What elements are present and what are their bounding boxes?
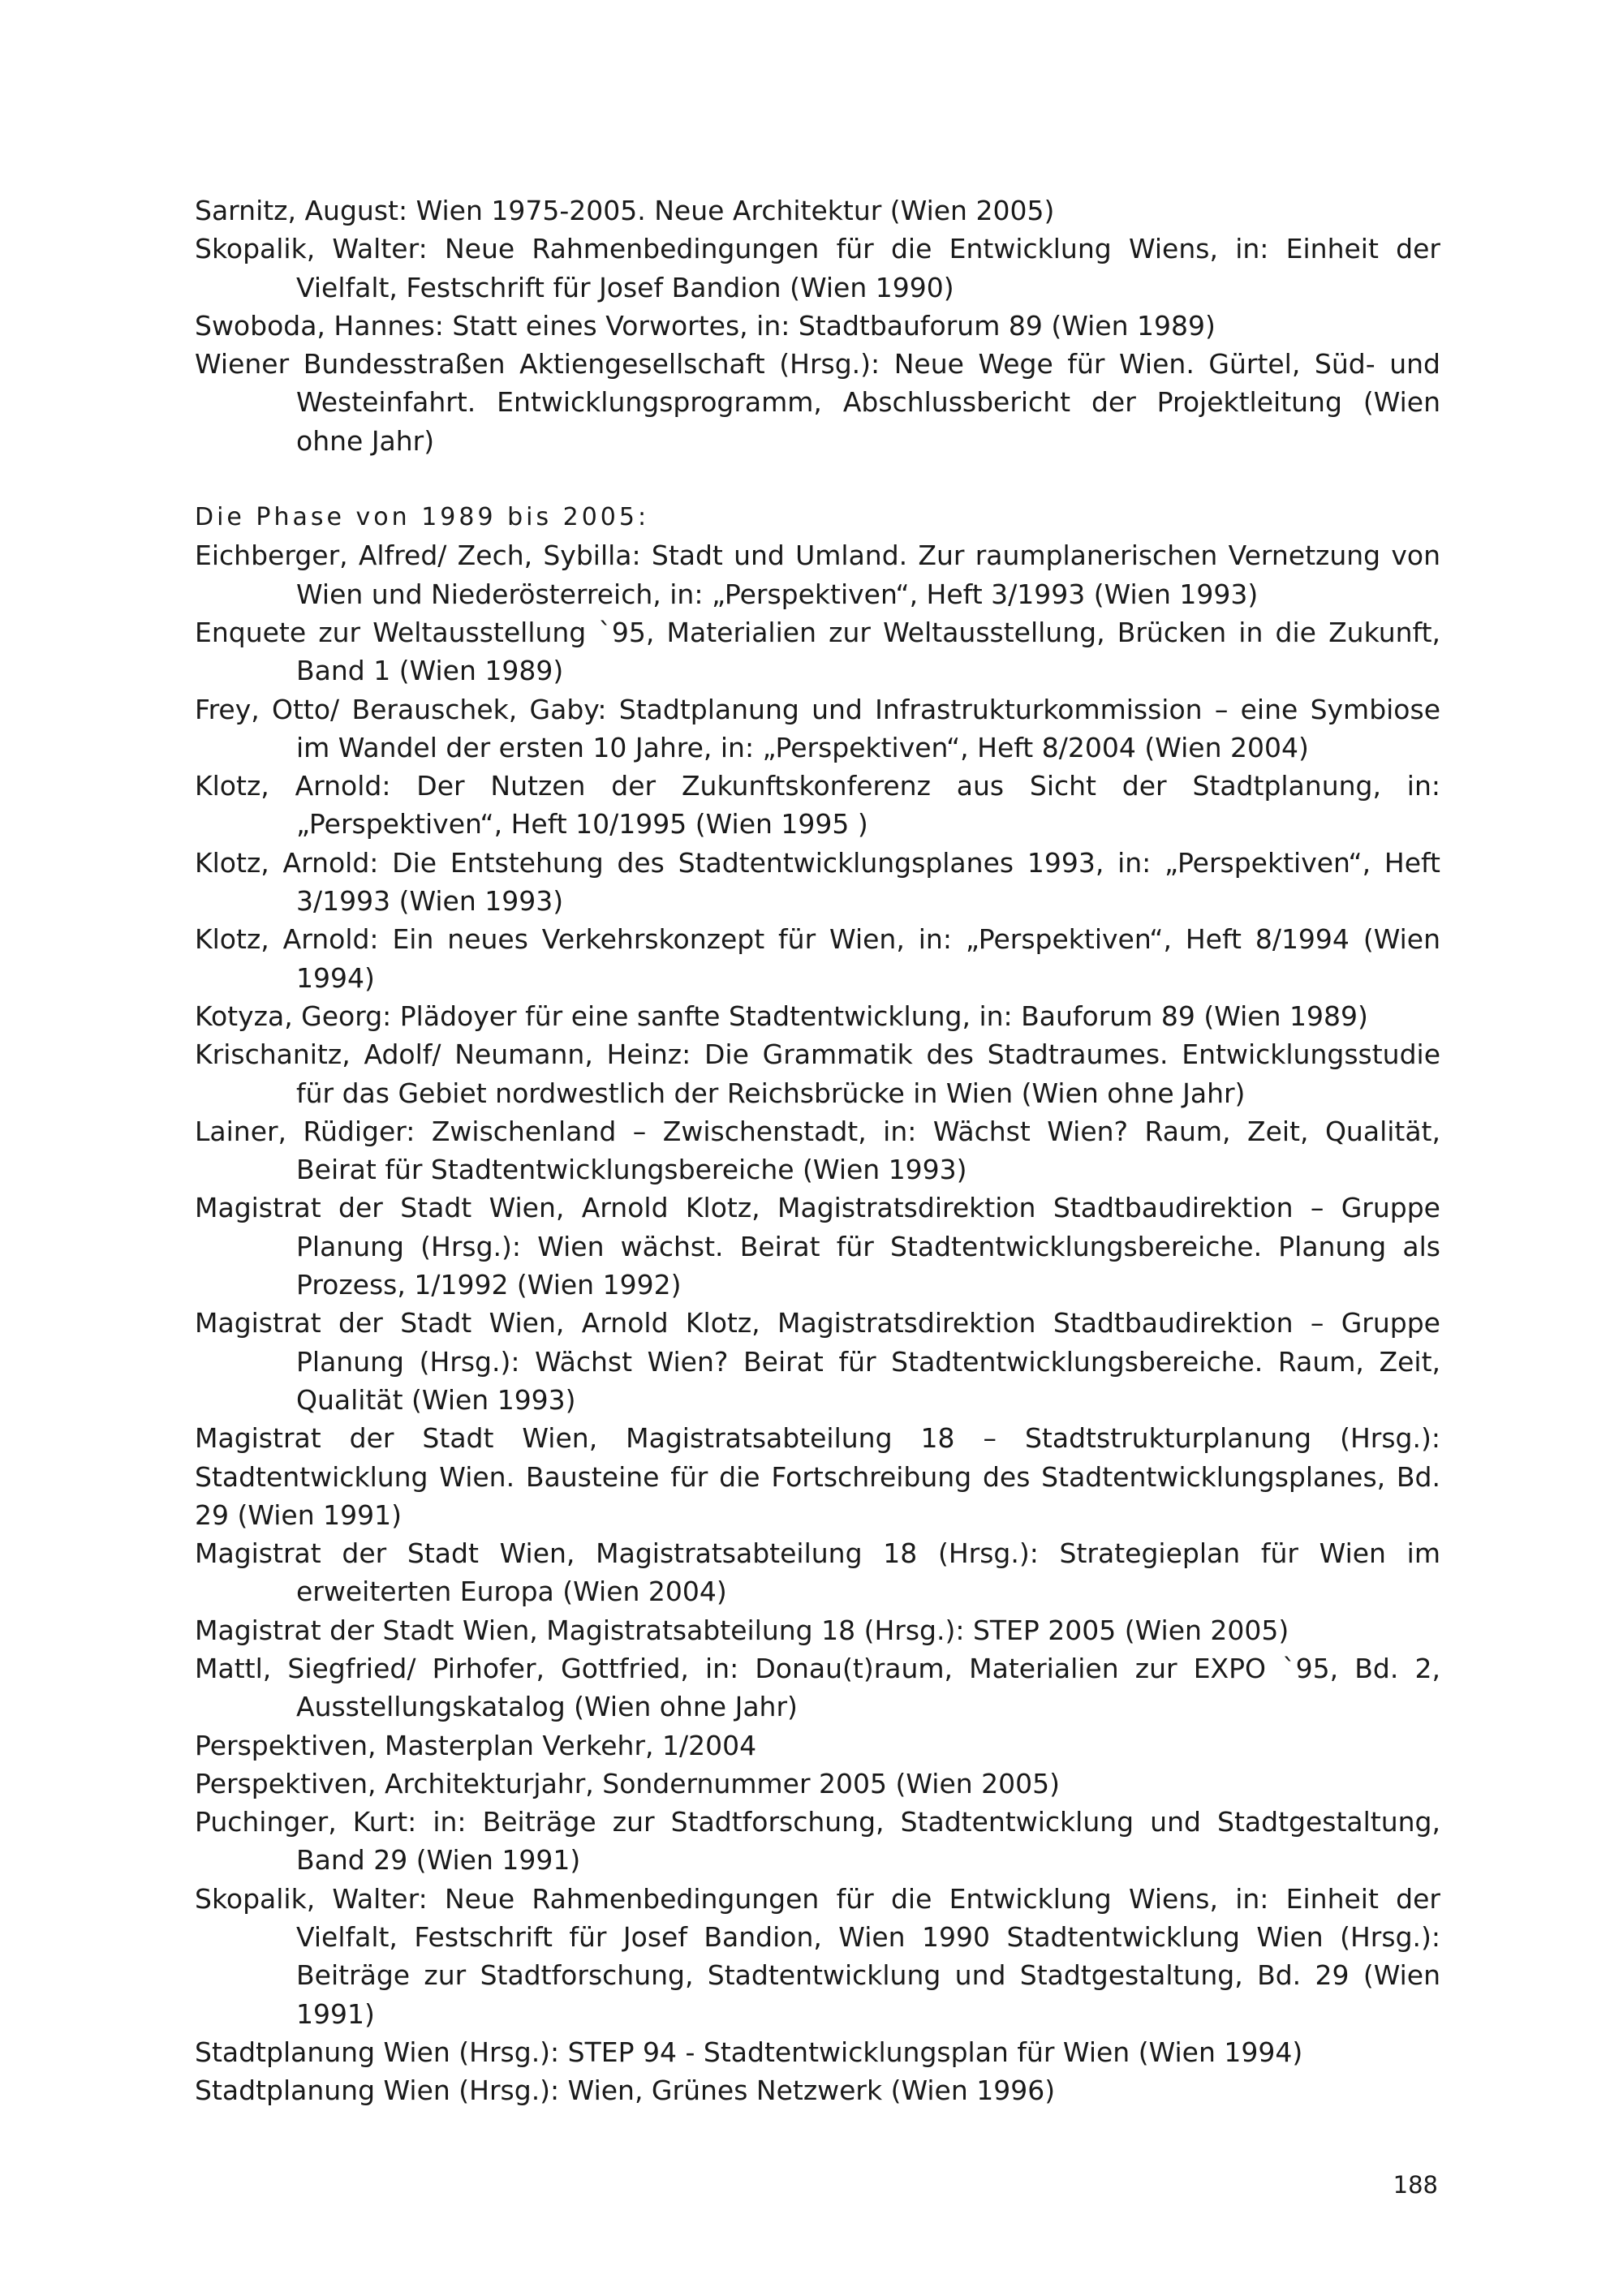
bib-entry: Puchinger, Kurt: in: Beiträge zur Stadtforschung, Stadtentwicklung und Stadtgestaltung, Band 29 (Wien 1991) xyxy=(195,1806,1440,1877)
bib-entry: Sarnitz, August: Wien 1975-2005. Neue Architektur (Wien 2005) xyxy=(195,195,1055,226)
bib-entry: Eichberger, Alfred/ Zech, Sybilla: Stadt und Umland. Zur raumplanerischen Vernetzung von Wien und Niederösterreich, in: „Perspektiven“, Heft 3/1993 (Wien 1993) xyxy=(195,540,1440,610)
bib-entry: Frey, Otto/ Berauschek, Gaby: Stadtplanung und Infrastrukturkommission – eine Symbiose im Wandel der ersten 10 Jahre, in: „Perspektiven“, Heft 8/2004 (Wien 2004) xyxy=(195,693,1440,763)
bib-entry: Krischanitz, Adolf/ Neumann, Heinz: Die Grammatik des Stadtraumes. Entwicklungsstudie für das Gebiet nordwestlich der Reichsbrücke in Wien (Wien ohne Jahr) xyxy=(195,1038,1440,1109)
bib-entry: Klotz, Arnold: Die Entstehung des Stadtentwicklungsplanes 1993, in: „Perspektiven“, Heft 3/1993 (Wien 1993) xyxy=(195,846,1440,918)
bib-entry: Enquete zur Weltausstellung `95, Materialien zur Weltausstellung, Brücken in die Zukunft, Band 1 (Wien 1989) xyxy=(195,616,1440,687)
bib-entry: Mattl, Siegfried/ Pirhofer, Gottfried, in: Donau(t)raum, Materialien zur EXPO `95, Bd. 2, Ausstellungskatalog (Wien ohne Jahr) xyxy=(195,1652,1440,1723)
bib-entry: Lainer, Rüdiger: Zwischenland – Zwischenstadt, in: Wächst Wien? Raum, Zeit, Qualität, Beirat für Stadtentwicklungsbereiche (Wien 1993) xyxy=(195,1115,1440,1186)
bib-entry: Perspektiven, Architekturjahr, Sondernummer 2005 (Wien 2005) xyxy=(195,1767,1061,1799)
section-heading: Die Phase von 1989 bis 2005: xyxy=(195,503,650,532)
bib-entry: Klotz, Arnold: Ein neues Verkehrskonzept für Wien, in: „Perspektiven“, Heft 8/1994 (Wien 1994) xyxy=(195,923,1440,994)
bib-entry: Magistrat der Stadt Wien, Magistratsabteilung 18 (Hrsg.): STEP 2005 (Wien 2005) xyxy=(195,1614,1289,1646)
bib-entry: Perspektiven, Masterplan Verkehr, 1/2004 xyxy=(195,1729,757,1761)
bib-entry: Magistrat der Stadt Wien, Arnold Klotz, Magistratsdirektion Stadtbaudirektion – Gruppe Planung (Hrsg.): Wächst Wien? Beirat für Stadtentwicklungsbereiche. Raum, Zeit, Qualität (Wien 1993) xyxy=(195,1307,1440,1416)
bib-entry: Magistrat der Stadt Wien, Arnold Klotz, Magistratsdirektion Stadtbaudirektion – Gruppe Planung (Hrsg.): Wien wächst. Beirat für Stadtentwicklungsbereiche. Planung als Prozess, 1/1992 (Wien 1992) xyxy=(195,1192,1440,1301)
bib-entry: Skopalik, Walter: Neue Rahmenbedingungen für die Entwicklung Wiens, in: Einheit der Vielfalt, Festschrift für Josef Bandion, Wien 1990 Stadtentwicklung Wien (Hrsg.): Beiträge zur Stadtforschung, Stadtentwicklung und Stadtgestaltung, Bd. 29 (Wien 1991) xyxy=(195,1882,1440,2030)
bib-entry: Wiener Bundesstraßen Aktiengesellschaft (Hrsg.): Neue Wege für Wien. Gürtel, Süd- und Westeinfahrt. Entwicklungsprogramm, Abschlussbericht der Projektleitung (Wien ohne Jahr) xyxy=(195,348,1440,457)
bib-entry: Swoboda, Hannes: Statt eines Vorwortes, in: Stadtbauforum 89 (Wien 1989) xyxy=(195,309,1216,342)
bib-entry: Magistrat der Stadt Wien, Magistratsabteilung 18 (Hrsg.): Strategieplan für Wien im erweiterten Europa (Wien 2004) xyxy=(195,1537,1440,1608)
page-number: 188 xyxy=(1393,2171,1438,2199)
bib-entry: Kotyza, Georg: Plädoyer für eine sanfte Stadtentwicklung, in: Bauforum 89 (Wien 1989) xyxy=(195,1000,1368,1032)
bib-entry: Stadtplanung Wien (Hrsg.): Wien, Grünes Netzwerk (Wien 1996) xyxy=(195,2075,1056,2107)
bib-entry: Skopalik, Walter: Neue Rahmenbedingungen für die Entwicklung Wiens, in: Einheit der Vielfalt, Festschrift für Josef Bandion (Wien 1990) xyxy=(195,233,1440,303)
bib-entry: Klotz, Arnold: Der Nutzen der Zukunftskonferenz aus Sicht der Stadtplanung, in: „Perspektiven“, Heft 10/1995 (Wien 1995 ) xyxy=(195,770,1440,841)
bib-entry: Stadtplanung Wien (Hrsg.): STEP 94 - Stadtentwicklungsplan für Wien (Wien 1994) xyxy=(195,2036,1303,2068)
bib-entry: Magistrat der Stadt Wien, Magistratsabteilung 18 – Stadtstrukturplanung (Hrsg.): Stadtentwicklung Wien. Bausteine für die Fortschreibung des Stadtentwicklungsplanes, Bd. 29 (Wien 1991) xyxy=(195,1422,1440,1531)
bibliography xyxy=(195,191,1440,2110)
